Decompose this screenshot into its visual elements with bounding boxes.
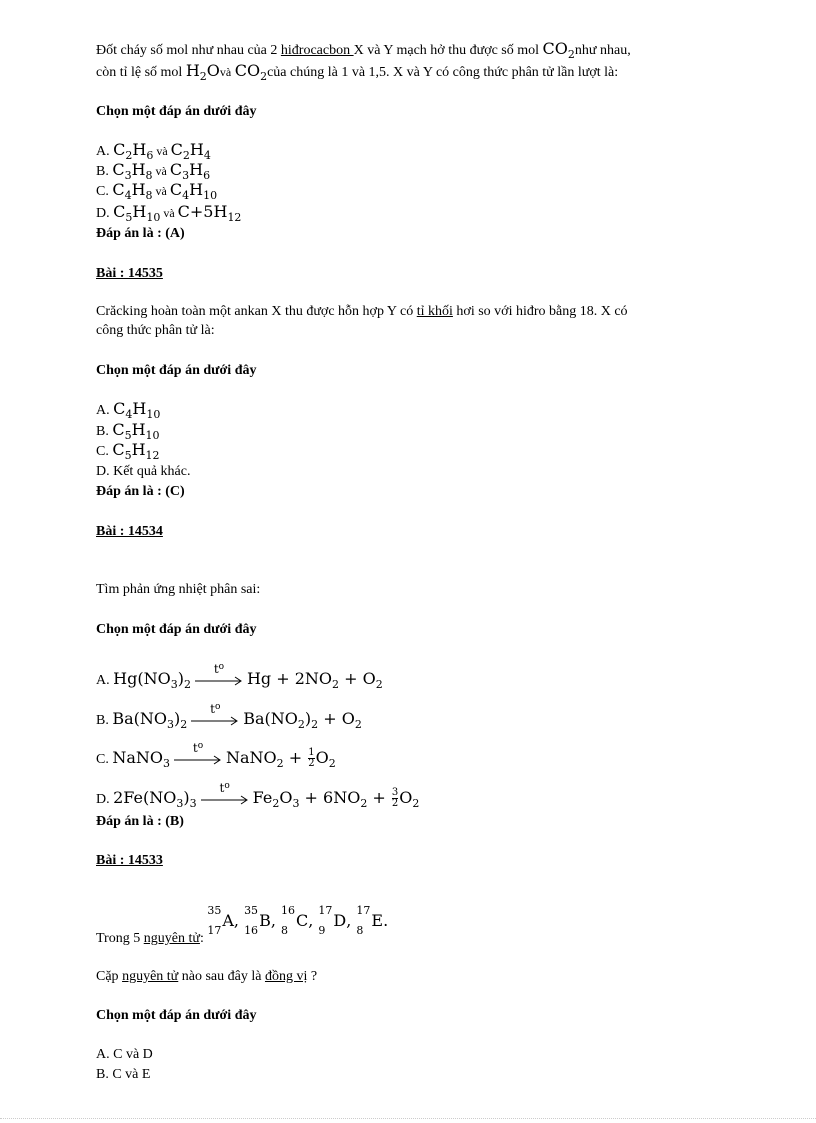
q3-prompt: Tìm phản ứng nhiệt phân sai: <box>96 582 261 597</box>
q1-option-a[interactable]: A. $C_2H_6$ và $C_2H_4$ <box>96 140 211 162</box>
heat-arrow-icon: $t^o$ <box>201 793 249 805</box>
hidrocacbon-link[interactable]: hiđrocacbon <box>280 43 354 58</box>
h2o-formula: $H_2O$ <box>185 61 220 83</box>
co2-formula-2: $CO_2$ <box>234 61 268 83</box>
q2-option-d[interactable]: D. Kết quả khác. <box>96 464 191 479</box>
q2-choose-heading: Chọn một đáp án dưới đây <box>96 363 257 378</box>
equation-c: NaNO$_3$ $t^o$ NaNO$_2$ + $\frac{1}{2}$ $O_2$ <box>112 740 336 770</box>
q1-text-line2: còn tỉ lệ số mol $H_2Ovà$ $CO_2của$ chúng là 1 và 1,5. X và Y có công thức phân tử lần lượt là: <box>96 61 619 83</box>
fraction: $\frac{3}{2}$ <box>391 787 399 809</box>
ti-khoi-link[interactable]: tỉ khối <box>416 304 453 319</box>
q4-option-b[interactable]: B. C và E <box>96 1067 151 1082</box>
q4-text-line2: Cặp nguyên tử nào sau đây là đồng vị ? <box>96 969 318 984</box>
q1-text-line1: Đốt cháy số mol như nhau của 2 hiđrocacbon X và Y mạch hở thu được số mol $CO_2như$ nhau, <box>96 39 631 61</box>
q4-option-a[interactable]: A. C và D <box>96 1047 153 1062</box>
equation-b: $Ba(NO_3)_2$ $t^o$ $Ba(NO_2)_2 + O_2$ <box>112 701 362 731</box>
nguyen-tu-link[interactable]: nguyên tử <box>143 931 200 946</box>
co2-formula: $CO_2$ <box>542 39 575 61</box>
q1-answer: Đáp án là : (A) <box>96 226 185 241</box>
q4-text-line1: Trong 5 nguyên tử: 35 17 A, 35 16 B, 16 8 C, 17 9 D, 17 8 E. <box>96 904 389 946</box>
q3-option-c[interactable]: C. NaNO$_3$ $t^o$ NaNO$_2$ + $\frac{1}{2}$ $O_2$ <box>96 740 336 770</box>
q3-choose-heading: Chọn một đáp án dưới đây <box>96 622 257 637</box>
q3-option-d[interactable]: D. $2Fe(NO_3)_3$ $t^o$ $Fe_2O_3 + 6NO_2$ + $\frac{3}{2}$ $O_2$ <box>96 780 420 810</box>
q3-option-a[interactable]: A. $Hg(NO_3)_2$ $t^o$ $Hg + 2NO_2 + O_2$ <box>96 661 383 691</box>
isotope-a: 35 17 A <box>207 904 234 937</box>
q4-title: Bài : 14533 <box>96 853 163 868</box>
equation-a: $Hg(NO_3)_2$ $t^o$ $Hg + 2NO_2 + O_2$ <box>113 661 383 691</box>
equation-d: $2Fe(NO_3)_3$ $t^o$ $Fe_2O_3 + 6NO_2$ + $\frac{3}{2}$ $O_2$ <box>113 780 420 810</box>
q2-option-b[interactable]: B. $C_5H_{10}$ <box>96 420 160 442</box>
heat-arrow-icon: $t^o$ <box>191 714 239 726</box>
q2-text-line2: công thức phân tử là: <box>96 323 215 338</box>
isotope-b: 35 16 B <box>244 904 271 937</box>
q2-answer: Đáp án là : (C) <box>96 484 185 499</box>
page-bottom-border <box>0 1118 816 1119</box>
isotope-c: 16 8 C <box>281 904 309 937</box>
q3-answer: Đáp án là : (B) <box>96 814 184 829</box>
q4-choose-heading: Chọn một đáp án dưới đây <box>96 1008 257 1023</box>
q1-option-b[interactable]: B. $C_3H_8$ và $C_3H_6$ <box>96 160 211 182</box>
q1-choose-heading: Chọn một đáp án dưới đây <box>96 104 257 119</box>
q2-title: Bài : 14535 <box>96 266 163 281</box>
isotope-d: 17 9 D <box>318 904 347 937</box>
q2-text-line1: Crăcking hoàn toàn một ankan X thu được hỗn hợp Y có tỉ khối hơi so với hiđro bằng 18. X có <box>96 304 628 319</box>
heat-arrow-icon: $t^o$ <box>195 674 243 686</box>
q1-option-c[interactable]: C. $C_4H_8$ và $C_4H_{10}$ <box>96 180 218 202</box>
isotope-e: 17 8 E <box>356 904 384 937</box>
nguyen-tu-link-2[interactable]: nguyên tử <box>122 969 179 984</box>
q1-option-d[interactable]: D. $C_5H_{10}$ và $C+5H_{12}$ <box>96 202 242 224</box>
dong-vi-link[interactable]: đồng vị <box>264 969 308 984</box>
q2-option-c[interactable]: C. $C_5H_{12}$ <box>96 440 160 462</box>
fraction: $\frac{1}{2}$ <box>308 747 315 769</box>
q3-title: Bài : 14534 <box>96 524 163 539</box>
heat-arrow-icon: $t^o$ <box>174 753 222 765</box>
q3-option-b[interactable]: B. $Ba(NO_3)_2$ $t^o$ $Ba(NO_2)_2 + O_2$ <box>96 701 362 731</box>
q2-option-a[interactable]: A. $C_4H_{10}$ <box>96 399 161 421</box>
